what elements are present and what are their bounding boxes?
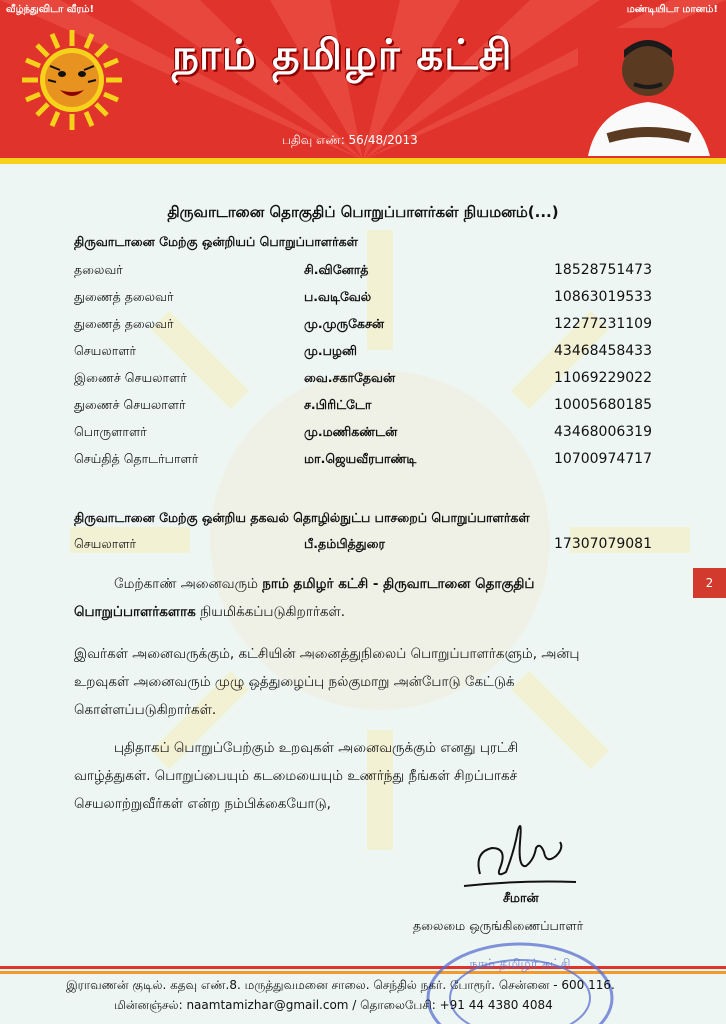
member-name: மு.மணிகண்டன் <box>304 424 398 439</box>
letterhead-header <box>0 0 726 158</box>
page-number-badge: 2 <box>693 568 726 598</box>
registration-number: பதிவு எண்: 56/48/2013 <box>282 133 418 147</box>
footer-address: இராவணன் குடில். கதவு எண்.8. மருத்துவமனை சாலை. செந்தில் நகர். போரூர். சென்னை - 600 116. <box>66 978 615 992</box>
role-label: துணைத் தலைவர் <box>74 289 174 304</box>
member-id: 10863019533 <box>554 289 652 305</box>
paragraph-bold-text: பொறுப்பாளர்களாக <box>74 604 196 620</box>
table-row <box>74 343 678 363</box>
role-label: செய்தித் தொடர்பாளர் <box>74 451 199 466</box>
table-row <box>74 536 678 556</box>
signatory-name: சீமான் <box>503 890 539 905</box>
signature-icon <box>460 812 580 892</box>
member-name: பீ.தம்பித்துரை <box>304 536 385 551</box>
paragraph-line: வாழ்த்துகள். பொறுப்பையும் கடமையையும் உணர்ந்து நீங்கள் சிறப்பாகச் <box>74 768 518 784</box>
role-label: துணைத் தலைவர் <box>74 316 174 331</box>
tiger-emblem-icon <box>20 28 124 132</box>
member-name: ச.பிரிட்டோ <box>304 397 372 412</box>
paragraph-line <box>74 570 678 598</box>
paragraph-text: நியமிக்கப்படுகிறார்கள். <box>195 604 345 620</box>
member-id: 10700974717 <box>554 451 652 467</box>
party-name: நாம் தமிழர் கட்சி <box>172 30 513 79</box>
table-row <box>74 397 678 417</box>
role-label: பொருளாளர் <box>74 424 147 439</box>
member-name: மா.ஜெயவீரபாண்டி <box>304 451 417 466</box>
section1-heading: திருவாடானை மேற்கு ஒன்றியப் பொறுப்பாளர்கள் <box>74 234 358 249</box>
table-row <box>74 424 678 444</box>
slogan-right: மண்டியிடா மானம்! <box>626 4 718 15</box>
table-row <box>74 289 678 309</box>
member-name: சி.வினோத் <box>304 262 369 277</box>
svg-text:நாம் தமிழர் கட்சி: நாம் தமிழர் கட்சி <box>469 957 571 972</box>
member-id: 10005680185 <box>554 397 652 413</box>
role-label: செயலாளர் <box>74 536 137 551</box>
paragraph-cooperation <box>74 640 678 724</box>
footer-contact: மின்னஞ்சல்: naamtamizhar@gmail.com / தொலைபேசி: +91 44 4380 4084 <box>114 998 553 1012</box>
document-title: திருவாடானை தொகுதிப் பொறுப்பாளர்கள் நியமனம்(...) <box>167 203 559 221</box>
paragraph-wishes <box>74 734 678 818</box>
member-name: மு.முருகேசன் <box>304 316 385 331</box>
header-yellow-strip <box>0 158 726 164</box>
member-id: 11069229022 <box>554 370 652 386</box>
table-row <box>74 451 678 471</box>
signatory-title: தலைமை ஒருங்கிணைப்பாளர் <box>413 918 584 933</box>
member-name: ப.வடிவேல் <box>304 289 372 304</box>
footer-divider-orange <box>0 971 726 974</box>
paragraph-line: புதிதாகப் பொறுப்பேற்கும் உறவுகள் அனைவருக்கும் எனது புரட்சி <box>114 740 519 756</box>
role-label: துணைச் செயலாளர் <box>74 397 186 412</box>
role-label: இணைச் செயலாளர் <box>74 370 187 385</box>
table-row <box>74 262 678 282</box>
paragraph-line <box>74 598 678 626</box>
member-id: 43468006319 <box>554 424 652 440</box>
paragraph-line: செயலாற்றுவீர்கள் என்ற நம்பிக்கையோடு, <box>74 796 331 812</box>
slogan-left: வீழ்ந்துவிடா வீரம்! <box>6 4 95 15</box>
paragraph-line: இவர்கள் அனைவருக்கும், கட்சியின் அனைத்துநிலைப் பொறுப்பாளர்களும், அன்பு <box>74 646 580 662</box>
paragraph-line: கொள்ளப்படுகிறார்கள். <box>74 702 217 718</box>
table-row <box>74 370 678 390</box>
footer-divider-red <box>0 966 726 969</box>
member-id: 17307079081 <box>554 536 652 552</box>
role-label: தலைவர் <box>74 262 123 277</box>
member-name: வை.சகாதேவன் <box>304 370 396 385</box>
paragraph-bold-text: நாம் தமிழர் கட்சி - திருவாடானை தொகுதிப் <box>262 576 535 592</box>
table-row <box>74 316 678 336</box>
member-id: 43468458433 <box>554 343 652 359</box>
paragraph-text: மேற்காண் அனைவரும் <box>114 576 263 592</box>
role-label: செயலாளர் <box>74 343 137 358</box>
paragraph-line: உறவுகள் அனைவரும் முழு ஒத்துழைப்பு நல்குமாறு அன்போடு கேட்டுக் <box>74 674 515 690</box>
section2-heading: திருவாடானை மேற்கு ஒன்றிய தகவல் தொழில்நுட்ப பாசறைப் பொறுப்பாளர்கள் <box>74 510 530 525</box>
member-id: 18528751473 <box>554 262 652 278</box>
member-id: 12277231109 <box>554 316 652 332</box>
member-name: மு.பழனி <box>304 343 357 358</box>
leader-photo-icon <box>578 28 718 156</box>
paragraph-appointment <box>74 570 678 626</box>
